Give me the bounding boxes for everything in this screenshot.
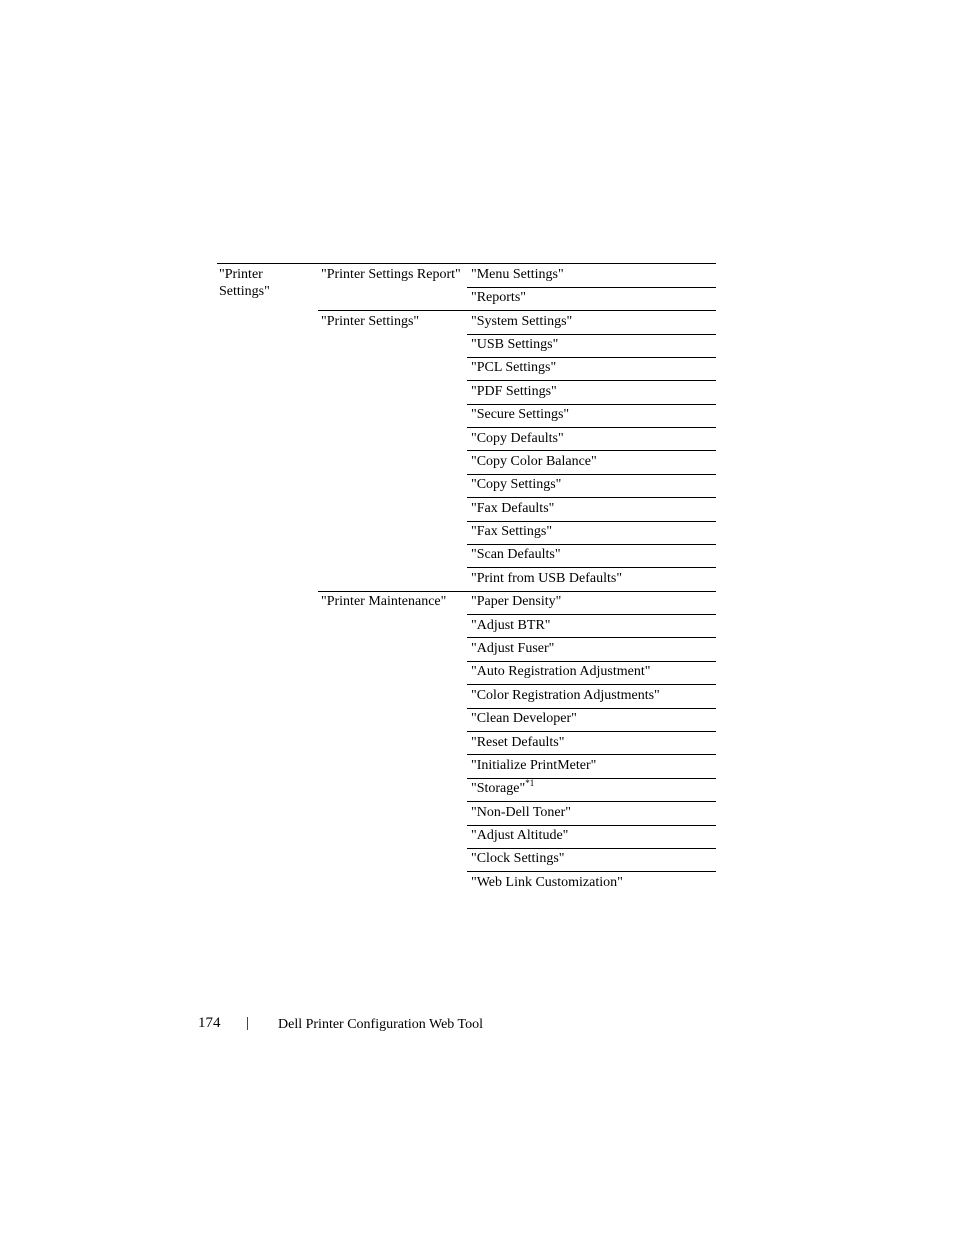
footer-title: Dell Printer Configuration Web Tool <box>278 1017 484 1032</box>
item-menu-settings: "Menu Settings" <box>471 267 564 282</box>
item-adjust-btr: "Adjust BTR" <box>471 618 551 633</box>
row-divider <box>467 684 716 685</box>
group-label-printer-settings-report: "Printer Settings Report" <box>321 267 461 282</box>
item-adjust-altitude: "Adjust Altitude" <box>471 828 569 843</box>
row-divider <box>467 801 716 802</box>
row-divider <box>467 731 716 732</box>
row-divider <box>467 404 716 405</box>
group-divider <box>318 310 716 311</box>
item-copy-settings: "Copy Settings" <box>471 477 562 492</box>
row-divider <box>467 544 716 545</box>
row-divider <box>467 380 716 381</box>
item-non-dell-toner: "Non-Dell Toner" <box>471 805 572 820</box>
row-divider <box>467 567 716 568</box>
row-divider <box>467 614 716 615</box>
item-storage-label: "Storage" <box>471 781 526 796</box>
item-adjust-fuser: "Adjust Fuser" <box>471 641 555 656</box>
item-storage <box>471 780 534 797</box>
row-divider <box>467 357 716 358</box>
item-scan-defaults: "Scan Defaults" <box>471 547 561 562</box>
table-top-border <box>217 263 716 264</box>
item-system-settings: "System Settings" <box>471 314 573 329</box>
item-web-link-customization: "Web Link Customization" <box>471 875 623 890</box>
item-pdf-settings: "PDF Settings" <box>471 384 557 399</box>
item-reports: "Reports" <box>471 290 526 305</box>
row-divider <box>467 661 716 662</box>
item-initialize-printmeter: "Initialize PrintMeter" <box>471 758 597 773</box>
row-divider <box>467 871 716 872</box>
group-label-printer-settings: "Printer Settings" <box>321 314 420 329</box>
row-divider <box>467 708 716 709</box>
page-number: 174 <box>198 1015 221 1031</box>
row-divider <box>467 334 716 335</box>
item-usb-settings: "USB Settings" <box>471 337 559 352</box>
item-color-registration-adjustments: "Color Registration Adjustments" <box>471 688 660 703</box>
footer-separator: | <box>246 1015 250 1031</box>
item-secure-settings: "Secure Settings" <box>471 407 570 422</box>
item-fax-defaults: "Fax Defaults" <box>471 501 555 516</box>
row-divider <box>467 825 716 826</box>
item-clock-settings: "Clock Settings" <box>471 851 565 866</box>
item-auto-registration-adjustment: "Auto Registration Adjustment" <box>471 664 651 679</box>
item-reset-defaults: "Reset Defaults" <box>471 735 565 750</box>
item-pcl-settings: "PCL Settings" <box>471 360 557 375</box>
row-divider <box>467 637 716 638</box>
row-divider <box>467 427 716 428</box>
group-label-printer-maintenance: "Printer Maintenance" <box>321 594 447 609</box>
item-copy-defaults: "Copy Defaults" <box>471 431 564 446</box>
item-paper-density: "Paper Density" <box>471 594 562 609</box>
row-divider <box>467 497 716 498</box>
row-divider <box>467 474 716 475</box>
footnote-mark: *1 <box>525 778 535 788</box>
item-print-from-usb-defaults: "Print from USB Defaults" <box>471 571 623 586</box>
item-fax-settings: "Fax Settings" <box>471 524 553 539</box>
row-divider <box>467 778 716 779</box>
item-copy-color-balance: "Copy Color Balance" <box>471 454 597 469</box>
row-divider <box>467 521 716 522</box>
row-divider <box>467 450 716 451</box>
item-clean-developer: "Clean Developer" <box>471 711 577 726</box>
group-divider <box>318 591 716 592</box>
level1-label: "Printer Settings" <box>219 267 270 299</box>
row-divider <box>467 848 716 849</box>
row-divider <box>467 287 716 288</box>
row-divider <box>467 754 716 755</box>
